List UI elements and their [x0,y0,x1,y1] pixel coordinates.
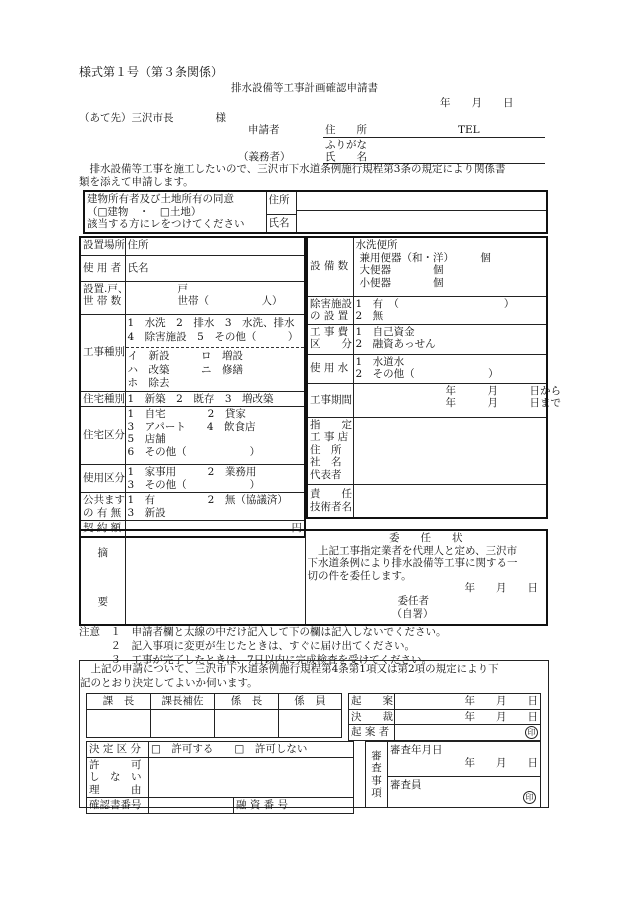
public-field[interactable]: 1 有 2 無（協議済） 3 新設 [125,493,305,521]
work-type-field[interactable]: 1 水洗 2 排水 3 水洗、排水 4 除害施設 5 その他（ ） イ 新設 ロ 増設 ハ 改築 ニ 修繕 ホ 除去 [125,314,305,391]
proxy-title: 委 任 状 [389,532,463,544]
water-field[interactable]: 1 水道水 2 その他（ ） [353,354,547,383]
col-staff: 係 員 [279,694,342,710]
signature-label: （自署） [391,607,434,620]
remove-field[interactable]: 1 有 （ ） 2 無 [353,296,547,324]
consent-checkboxes[interactable]: （□建物 ・ □土地） [87,205,202,218]
form-number: 様式第１号（第３条関係） [79,65,224,79]
site-field[interactable]: 住所 [125,237,305,255]
review-date-label: 審査年月日 [390,744,443,756]
name-label: 氏 名 [325,151,367,163]
contractor-field[interactable] [353,417,547,484]
left-table [79,236,306,538]
col-assistant-chief: 課長補佐 [151,694,215,710]
owner-label-cell [266,191,296,233]
seal-icon: 印 [525,726,538,739]
office-text-1: 上記の申請について、三沢市下水道条例施行規程第4条第1項又は第2項の規定により下 [80,663,499,675]
decision-type-label: 決 定 区 分 [87,742,149,758]
stamp-4[interactable] [279,709,342,737]
owner-name-label: 氏名 [268,217,290,229]
decision-label: 決 裁 [349,709,395,725]
reviewer-seal-icon[interactable]: 印 [523,791,536,804]
contractor-label: 指 定 工 事 店 住 所 社 名 代表者 [307,417,353,484]
loan-no-label: 融 資 番 号 [234,798,354,814]
intro-text: 排水設備等工事を施工したいので、三沢市下水道条例施行規程第3条の規定により関係書 [79,163,506,175]
proxy-cell: 委 任 状 上記工事指定業者を代理人と定め、三沢市 下水道条例により排水設備等工事に関する一 切の件を委任します。 年 月 日 委任者 （自署） [305,530,547,625]
remarks-table [79,529,548,626]
approval-stamps-table [86,693,342,738]
remarks-field[interactable] [125,530,305,625]
review-date-field[interactable]: 年 月 日 [464,756,538,769]
use-cat-label: 使用区分 [80,465,125,493]
contract-label: 契 約 額 [80,521,125,537]
obligor-label: （義務者） [238,151,291,163]
decision-date[interactable]: 年 月 日 [395,709,541,725]
page-title: 排水設備等工事計画確認申請書 [231,82,378,94]
permit-checkboxes[interactable]: □ 許可する □ 許可しない [149,742,354,758]
address-label: 住 所 [325,124,367,136]
draft-label: 起 案 [349,694,395,710]
note-3: ３ 工事が完了したときは、7日以内に完成検査を受けてください。 [79,654,433,666]
office-block [79,660,549,812]
owner-consent-table [83,190,548,234]
owner-address-label: 住所 [267,192,296,215]
stamp-1[interactable] [87,709,151,737]
drafter-label: 起 案 者 [349,725,395,741]
draft-date[interactable]: 年 月 日 [395,694,541,710]
review-field [388,742,541,808]
house-type-label: 住宅種別 [80,391,125,407]
draft-table [348,693,541,741]
water-label: 使 用 水 [307,354,353,383]
consent-line-1: 建物所有者及び土地所有の同意 [87,193,234,205]
consent-line-3: 該当する方にレをつけてください [87,218,245,231]
col-subsection-chief: 係 長 [215,694,279,710]
note-1: 注意 １ 申請者欄と太線の中だけ記入して下の欄は記入しないでください。 [79,626,447,638]
review-label: 審 査 事 項 [366,742,388,808]
address-line[interactable] [323,137,545,138]
cost-field[interactable]: 1 自己資金 2 融資あっせん [353,324,547,354]
equip-label: 設 備 数 [307,237,353,296]
date-line: 年 月 日 [440,97,514,109]
col-section-chief: 課 長 [87,694,151,710]
review-table [365,741,541,808]
remarks-label: 摘 要 [80,530,125,625]
proxy-date[interactable]: 年 月 日 [464,582,538,595]
contract-field[interactable]: 円 [125,521,305,537]
stamp-3[interactable] [215,709,279,737]
tech-label: 責 任 技術者名 [307,484,353,518]
delegator-label: 委任者 [397,594,429,607]
remove-label: 除害施設 の 設 置 [307,296,353,324]
intro-text-2: 類を添えて申請します。 [79,176,194,188]
reason-label: 許 可 し な い 理 由 [87,757,149,798]
note-2: ２ 記入事項に変更が生じたときは、すぐに届け出てください。 [79,640,415,652]
furigana-label: ふりがな [325,139,367,151]
right-table [306,236,561,519]
consent-cell [84,191,266,233]
user-field[interactable]: 氏名 [125,255,305,281]
decision-table [86,741,354,814]
tel-label: TEL [458,124,480,136]
equip-field[interactable]: 水洗便所 兼用便器（和・洋） 個 大便器 個 小便器 個 [353,237,547,296]
reason-field[interactable] [149,757,354,798]
site-label: 設置場所 [80,237,125,255]
period-field[interactable]: 年 月 日から 年 月 日まで [353,383,547,417]
house-type-field[interactable]: 1 新築 2 既存 3 増改築 [125,391,305,407]
user-label: 使 用 者 [80,255,125,281]
houses-field[interactable]: 戸 世帯（ 人） [125,281,305,314]
tech-field[interactable] [353,484,547,518]
applicant-label: 申請者 [248,124,280,136]
confirm-no-label: 確認書番号 [87,798,149,814]
confirm-no-field[interactable] [149,798,234,814]
house-cat-label: 住宅区分 [80,407,125,465]
period-label: 工事期間 [307,383,353,417]
drafter-field[interactable] [395,725,541,741]
house-cat-field[interactable]: 1 自宅 2 貸家 3 アパート 4 飲食店 5 店舗 6 その他（ ） [125,407,305,465]
use-cat-field[interactable]: 1 家事用 2 業務用 3 その他（ ） [125,465,305,493]
public-label: 公共ます の 有 無 [80,493,125,521]
houses-label: 設置.戸、 世 帯 数 [80,281,125,314]
cost-label: 工 事 費 区 分 [307,324,353,354]
work-type-label: 工事種別 [80,314,125,391]
office-text-2: 記のとおり決定してよいか伺います。 [80,677,258,689]
reviewer-label: 審査員 [390,779,422,791]
owner-field-cell[interactable] [296,191,547,233]
addressee: （あて先）三沢市長 様 [79,112,226,124]
stamp-2[interactable] [151,709,215,737]
